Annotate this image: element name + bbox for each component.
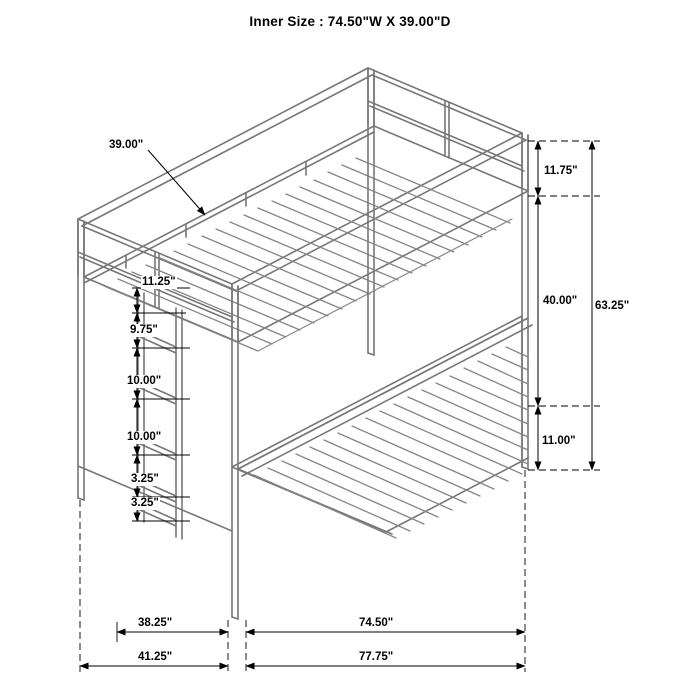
bed-frame-geometry — [78, 68, 676, 619]
label-ladder-rung-1: 9.75" — [130, 324, 158, 336]
label-ladder-rung-3: 10.00" — [127, 431, 162, 443]
label-lower-bunk-height: 11.00" — [542, 435, 576, 447]
label-ladder-top-gap: 11.25" — [142, 276, 176, 288]
label-bed-inner-length: 74.50" — [359, 617, 394, 629]
page-title: Inner Size : 74.50"W X 39.00"D — [249, 14, 451, 29]
leader-depth-top-bunk — [148, 150, 205, 215]
label-ladder-rung-2: 10.00" — [127, 375, 162, 387]
label-clearance-between-bunks: 40.00" — [543, 295, 578, 307]
label-ladder-side-width: 38.25" — [138, 617, 173, 629]
label-overall-height: 63.25" — [595, 300, 630, 312]
label-ladder-rung-5: 3.25" — [131, 497, 159, 509]
label-depth-top-bunk: 39.00" — [109, 139, 144, 151]
label-guardrail-height: 11.75" — [544, 165, 578, 177]
label-bed-outer-length: 77.75" — [359, 651, 394, 663]
label-ladder-side-outer-width: 41.25" — [138, 651, 173, 663]
label-ladder-rung-4: 3.25" — [131, 473, 159, 485]
